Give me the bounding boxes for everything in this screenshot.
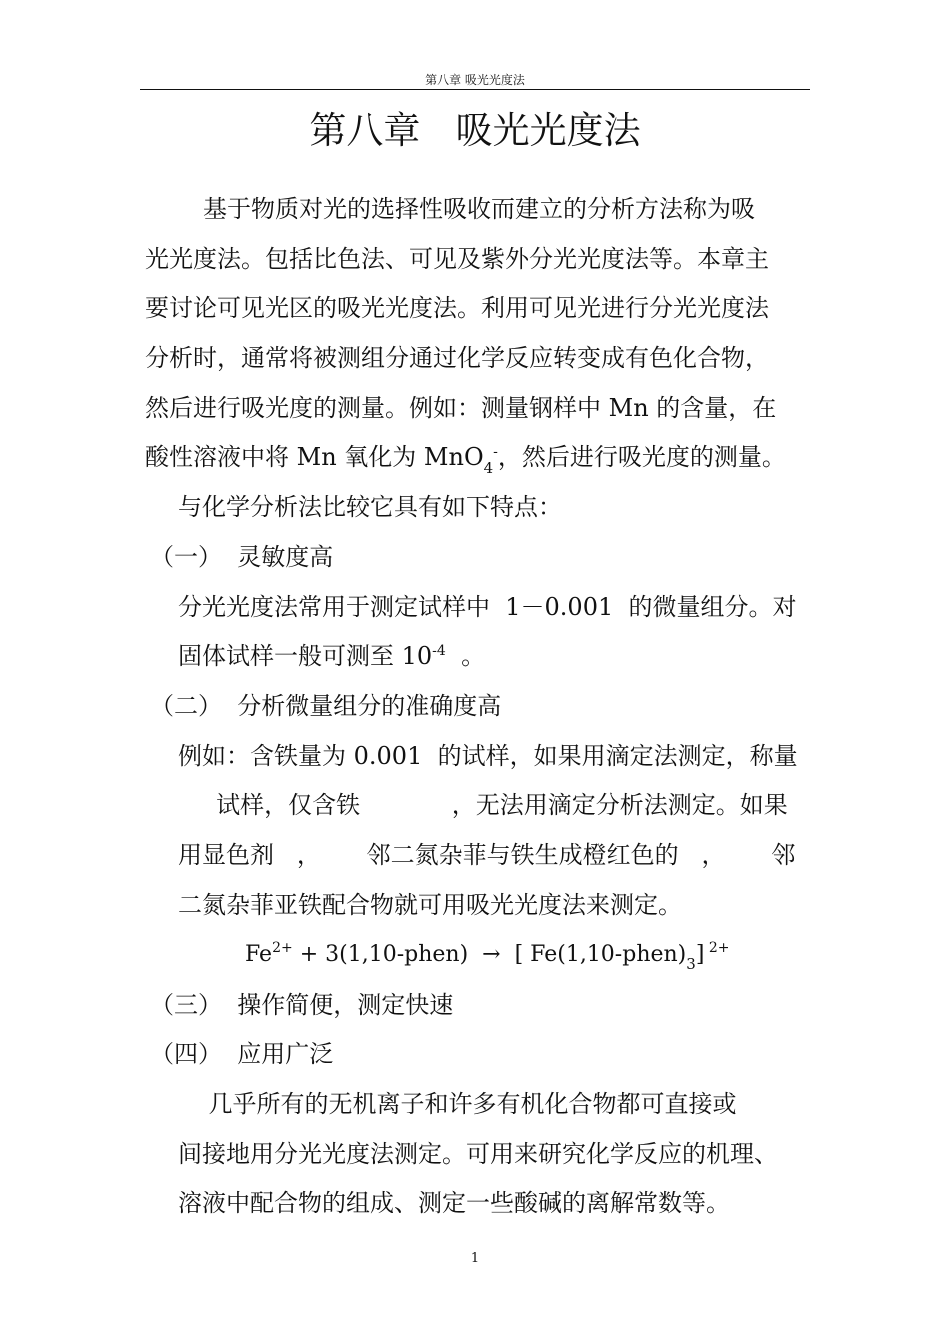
section-3-heading: （三） 操作简便，测定快速 xyxy=(150,991,454,1019)
intro-line-5: 然后进行吸光度的测量。例如：测量钢样中 Mn 的含量，在 xyxy=(145,394,777,422)
equation-fe-charge: 2+ xyxy=(272,940,293,956)
section-1-line-2-text: 固体试样一般可测至 10 xyxy=(178,642,433,670)
intro-line-6-end: ，然后进行吸光度的测量。 xyxy=(497,443,786,471)
intro-line-3: 要讨论可见光区的吸光光度法。利用可见光进行分光光度法 xyxy=(145,294,769,322)
intro-line-2: 光光度法。包括比色法、可见及紫外分光光度法等。本章主 xyxy=(145,245,769,273)
section-1-line-2-end: 。 xyxy=(445,642,486,670)
exponent: -4 xyxy=(432,643,446,659)
chapter-title: 第八章 吸光光度法 xyxy=(309,109,641,152)
section-1-line-2 xyxy=(178,641,485,671)
section-2-line-4: 二氮杂菲亚铁配合物就可用吸光光度法来测定。 xyxy=(178,891,682,919)
running-header: 第八章 吸光光度法 xyxy=(425,73,525,87)
section-4-line-2: 间接地用分光光度法测定。可用来研究化学反应的机理、 xyxy=(178,1140,778,1168)
equation-fe: Fe xyxy=(245,942,273,967)
section-2-line-1: 例如：含铁量为 0.001 的试样，如果用滴定法测定，称量 xyxy=(178,742,798,770)
intro-line-4: 分析时，通常将被测组分通过化学反应转变成有色化合物， xyxy=(145,344,769,372)
reaction-equation xyxy=(245,940,730,973)
section-4-line-1: 几乎所有的无机离子和许多有机化合物都可直接或 xyxy=(178,1090,737,1118)
intro-line-6-text: 酸性溶液中将 Mn 氧化为 MnO xyxy=(145,443,484,471)
section-2-heading: （二） 分析微量组分的准确度高 xyxy=(150,692,502,720)
mno4-charge: - xyxy=(493,444,498,460)
intro-line-1: 基于物质对光的选择性吸收而建立的分析方法称为吸 xyxy=(203,195,755,223)
equation-middle: + 3(1,10-phen) → [ Fe(1,10-phen) xyxy=(292,942,687,967)
section-2-line-3: 用显色剂 ， 邻二氮杂菲与铁生成橙红色的 ， 邻 xyxy=(178,841,796,869)
equation-bracket: ] xyxy=(695,942,705,967)
section-4-heading: （四） 应用广泛 xyxy=(150,1040,334,1068)
features-intro: 与化学分析法比较它具有如下特点： xyxy=(178,493,562,521)
section-1-line-1: 分光光度法常用于测定试样中 1－0.001 的微量组分。对 xyxy=(178,593,797,621)
header-rule xyxy=(140,89,810,90)
section-2-line-2: 试样，仅含铁 ，无法用滴定分析法测定。如果 xyxy=(178,791,788,819)
intro-line-6 xyxy=(145,442,786,477)
mno4-subscript: 4 xyxy=(483,459,494,477)
equation-subscript: 3 xyxy=(686,955,696,973)
page-number: 1 xyxy=(470,1251,480,1266)
equation-complex-charge: 2+ xyxy=(704,940,730,956)
section-1-heading: （一） 灵敏度高 xyxy=(150,543,334,571)
section-4-line-3: 溶液中配合物的组成、测定一些酸碱的离解常数等。 xyxy=(178,1189,730,1217)
